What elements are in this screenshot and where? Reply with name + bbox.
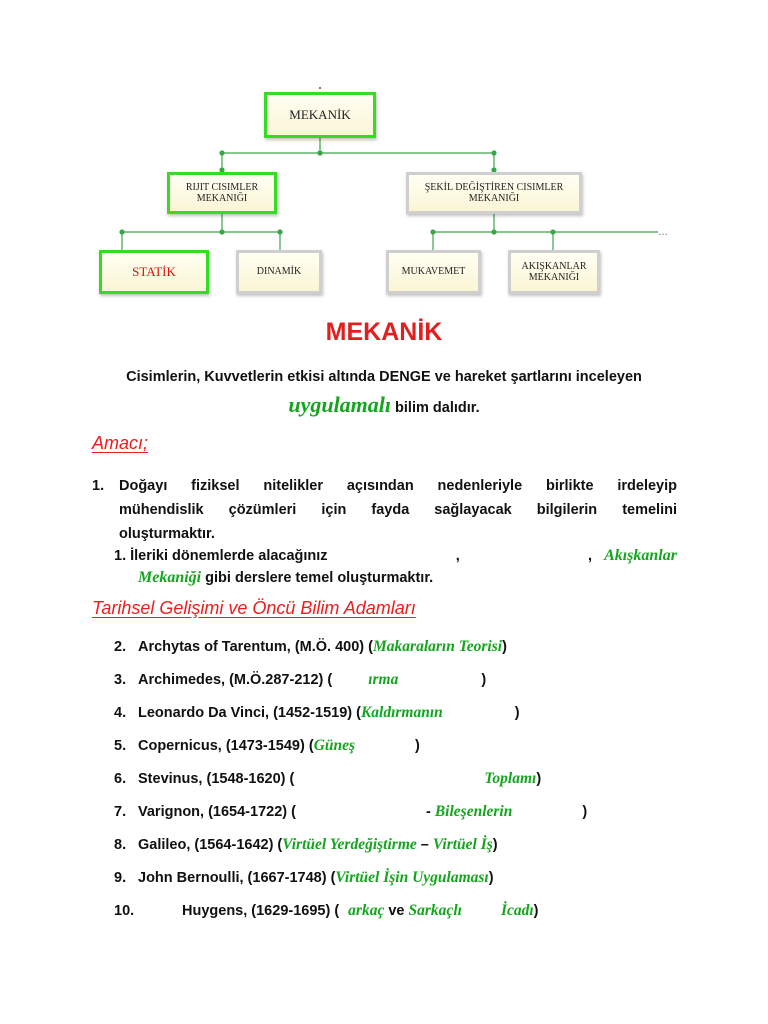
mekanik-node [264,92,376,138]
mukavemet-node-label: MUKAVEMET [401,266,466,278]
definition-line1: Cisimlerin, Kuvvetlerin etkisi altında DENGE ve hareket şartlarını inceleyen [126,369,642,385]
sekil-degistiren-node [406,172,582,214]
history-item-text: Archimedes, (M.Ö.287-212) ( [138,672,333,688]
history-item-close: ) [492,837,498,853]
history-item-green: Virtüel İşin Uygulaması [335,869,489,886]
history-item-number: 7. [114,804,127,820]
statik-node-label: STATİK [132,263,176,279]
history-item-number: 3. [114,672,127,688]
definition-rest: bilim dalıdır. [395,400,480,416]
statik-node [99,250,209,294]
history-item-green-2: Virtüel İş [432,836,493,853]
history-item-green-3: İcadı [500,902,534,919]
list-item-1-line1: Doğayı fiziksel nitelikler açısından nedenleriyle birlikte irdeleyip [119,478,677,494]
akiskanlar-node [508,250,600,294]
history-item-dash: - [425,804,431,820]
sub-list-item-1 [114,545,677,589]
akiskanlar-node-line1: AKIŞKANLAR [521,260,587,272]
history-item-green: Kaldırmanın [360,704,443,721]
sub-list-rest: gibi derslere temel oluşturmaktır. [205,570,434,586]
history-item [114,869,494,887]
list-item-1-line3: oluşturmaktır. [119,526,215,542]
history-item-text: Copernicus, (1473-1549) ( [138,738,314,754]
history-item-number: 6. [114,771,127,787]
sub-list-green-2: Mekaniği [138,569,202,586]
history-item-number: 2. [114,639,127,655]
section-heading-amaci: Amacı; [92,433,149,453]
history-item-green: ırma [368,671,399,688]
history-item-close: ) [502,639,507,655]
rijit-node-line1: RIJIT CISIMLER [185,181,259,193]
history-item-text: Huygens, (1629-1695) ( [182,903,340,919]
history-item-green: Güneş [313,737,356,754]
history-item-text: John Bernoulli, (1667-1748) ( [138,870,336,886]
history-item [114,737,420,755]
history-item-close: ) [533,903,539,919]
history-item-number: 9. [114,870,127,886]
sub-list-comma-2: , [587,548,592,564]
sub-list-text: İleriki dönemlerde alacağınız [130,548,328,564]
dinamik-node [236,250,322,294]
dinamik-node-label: DINAMİK [256,266,302,278]
history-item-ve: ve [388,903,405,919]
akiskanlar-node-line2: MEKANIĞI [528,272,580,283]
mukavemet-node [386,250,481,294]
history-item-green: arkaç [348,902,385,919]
history-item-dash: – [420,837,429,853]
rijit-node-line2: MEKANIĞI [196,193,248,204]
sub-list-green-1: Akışkanlar [604,547,677,564]
diagram-ellipsis: … [658,227,668,238]
history-item-text: Leonardo Da Vinci, (1452-1519) ( [138,705,361,721]
history-item [114,704,520,722]
history-item-number: 5. [114,738,127,754]
history-item [114,770,541,788]
list-item-1 [92,474,677,546]
history-item-number: 10. [114,903,135,919]
definition-emphasis: uygulamalı [288,392,392,417]
list-item-1-line2: mühendislik çözümleri için fayda sağlayacak bilgilerin temelini [119,502,677,518]
history-item-number: 4. [114,705,127,721]
sekil-node-line2: MEKANIĞI [468,193,520,204]
history-item-green: Toplamı [484,770,537,787]
history-item [114,803,587,821]
history-item [114,671,486,689]
sub-list-comma-1: , [455,548,460,564]
section-heading-tarihsel: Tarihsel Gelişimi ve Öncü Bilim Adamları [92,598,416,618]
history-item-close: ) [536,771,542,787]
rijit-cisimler-node [167,172,277,214]
sekil-node-line1: ŞEKİL DEĞİŞTİREN CISIMLER [424,181,564,193]
page-title: MEKANİK [325,318,443,346]
sub-list-number: 1. [114,548,127,564]
history-item-close: ) [514,705,520,721]
definition-line2 [0,392,768,418]
list-item-number: 1. [92,478,105,494]
history-item-green: Makaraların Teorisi [373,638,503,655]
history-item-green: Virtüel Yerdeğiştirme [282,836,417,853]
history-item-green: Bileşenlerin [434,803,513,820]
history-item-text: Varignon, (1654-1722) ( [138,804,296,820]
history-item-text: Galileo, (1564-1642) ( [138,837,283,853]
history-item-text: Archytas of Tarentum, (M.Ö. 400) ( [138,639,373,655]
history-item [114,902,539,920]
history-item-close: ) [582,804,588,820]
history-item [114,836,498,854]
history-item-text: Stevinus, (1548-1620) ( [138,771,295,787]
history-item-close: ) [488,870,494,886]
history-item [114,638,507,656]
history-item-close: ) [481,672,487,688]
history-item-close: ) [415,738,420,754]
mechanics-tree-diagram [0,0,768,305]
mekanik-node-label: MEKANİK [289,106,351,122]
history-item-green-2: Sarkaçlı [408,902,462,919]
history-item-number: 8. [114,837,127,853]
